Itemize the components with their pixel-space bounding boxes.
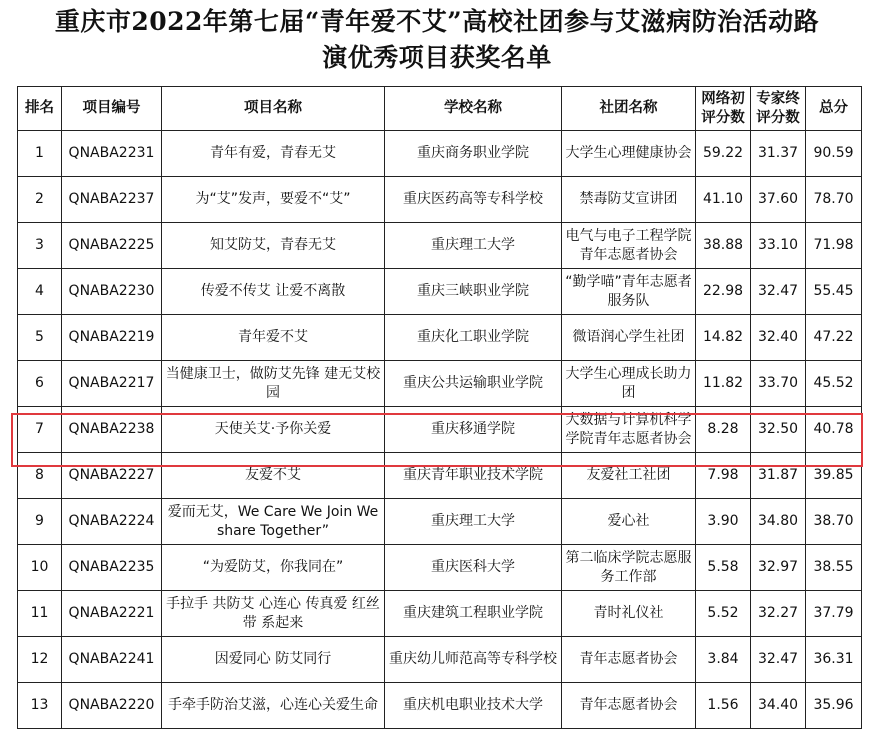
cell-code [62, 683, 162, 729]
cell-name-text: 青年爱不艾 [238, 329, 308, 345]
cell-expert [751, 315, 806, 361]
cell-code [62, 407, 162, 453]
cell-club-text: 大学生心理健康协会 [565, 145, 692, 161]
table-row [18, 315, 862, 361]
cell-total-text: 55.45 [813, 283, 854, 299]
cell-code-text: QNABA2237 [68, 191, 155, 207]
header-online-line2: 评分数 [701, 109, 745, 126]
cell-expert-text: 32.27 [757, 605, 799, 621]
cell-club-text: 青时礼仪社 [593, 605, 664, 621]
cell-total [806, 269, 862, 315]
cell-school-text: 重庆商务职业学院 [417, 145, 529, 161]
cell-expert-text: 34.80 [757, 513, 799, 529]
cell-school-text: 重庆理工大学 [431, 237, 515, 253]
table-row [18, 591, 862, 637]
cell-total [806, 315, 862, 361]
cell-total-text: 40.78 [813, 421, 854, 437]
document-title [0, 4, 874, 76]
cell-name [162, 637, 385, 683]
cell-school [385, 637, 562, 683]
cell-school-text: 重庆公共运输职业学院 [403, 375, 543, 391]
cell-online-text: 3.84 [707, 651, 739, 667]
cell-online [696, 591, 751, 637]
cell-name-text: 当健康卫士，做防艾先锋 建无艾校园 [165, 365, 381, 401]
cell-club-text: 大学生心理成长助力团 [565, 365, 692, 401]
table-header-row [18, 87, 862, 131]
cell-name [162, 223, 385, 269]
cell-total [806, 407, 862, 453]
cell-online [696, 361, 751, 407]
cell-expert [751, 591, 806, 637]
table-row [18, 407, 862, 453]
cell-code-text: QNABA2238 [68, 421, 155, 437]
cell-online-text: 5.58 [707, 559, 739, 575]
cell-online-text: 5.52 [707, 605, 739, 621]
cell-rank [18, 223, 62, 269]
cell-rank [18, 361, 62, 407]
award-table [17, 86, 862, 729]
cell-club [562, 591, 696, 637]
cell-code-text: QNABA2221 [68, 605, 155, 621]
cell-school [385, 131, 562, 177]
cell-online [696, 545, 751, 591]
cell-club-text: 友爱社工社团 [586, 467, 671, 483]
cell-school-text: 重庆建筑工程职业学院 [403, 605, 543, 621]
cell-total-text: 38.70 [813, 513, 854, 529]
cell-name-text: 为“艾”发声，要爱不“艾” [195, 191, 351, 207]
cell-code-text: QNABA2230 [68, 283, 155, 299]
cell-online-text: 14.82 [702, 329, 744, 345]
cell-club [562, 637, 696, 683]
cell-name-text: 青年有爱，青春无艾 [210, 145, 336, 161]
cell-total-text: 37.79 [813, 605, 854, 621]
cell-club-text: “勤学喵”青年志愿者服务队 [565, 273, 692, 309]
cell-club [562, 453, 696, 499]
cell-name-text: 传爱不传艾 让爱不离散 [200, 283, 346, 299]
cell-name [162, 315, 385, 361]
cell-online [696, 315, 751, 361]
cell-total-text: 47.22 [813, 329, 854, 345]
cell-expert-text: 32.47 [757, 651, 799, 667]
cell-school-text: 重庆医科大学 [431, 559, 515, 575]
cell-code [62, 591, 162, 637]
cell-rank-text: 4 [35, 283, 44, 299]
cell-total-text: 39.85 [813, 467, 854, 483]
header-code: 项目编号 [62, 87, 162, 131]
cell-name [162, 453, 385, 499]
cell-school [385, 499, 562, 545]
cell-name [162, 499, 385, 545]
cell-expert [751, 407, 806, 453]
cell-expert [751, 499, 806, 545]
cell-club-text: 爱心社 [607, 513, 650, 529]
cell-school [385, 683, 562, 729]
cell-total-text: 35.96 [813, 697, 854, 713]
cell-expert [751, 545, 806, 591]
cell-school-text: 重庆青年职业技术学院 [403, 467, 543, 483]
table-row [18, 637, 862, 683]
cell-club-text: 禁毒防艾宣讲团 [579, 191, 678, 207]
header-total: 总分 [806, 87, 862, 131]
table-row [18, 361, 862, 407]
cell-school-text: 重庆幼儿师范高等专科学校 [389, 651, 557, 667]
cell-total-text: 38.55 [813, 559, 854, 575]
cell-rank [18, 637, 62, 683]
cell-club [562, 361, 696, 407]
cell-name-text: 因爱同心 防艾同行 [214, 651, 332, 667]
cell-expert [751, 177, 806, 223]
cell-code [62, 545, 162, 591]
cell-club-text: 青年志愿者协会 [579, 697, 678, 713]
cell-expert [751, 131, 806, 177]
cell-code-text: QNABA2231 [68, 145, 155, 161]
cell-club-text: 大数据与计算机科学学院青年志愿者协会 [565, 411, 692, 447]
cell-club-text: 青年志愿者协会 [579, 651, 678, 667]
cell-total [806, 499, 862, 545]
cell-rank-text: 7 [35, 421, 44, 437]
cell-total [806, 131, 862, 177]
cell-expert-text: 32.40 [757, 329, 799, 345]
cell-total-text: 36.31 [813, 651, 854, 667]
table-row [18, 499, 862, 545]
cell-expert [751, 269, 806, 315]
cell-school-text: 重庆三峡职业学院 [417, 283, 529, 299]
cell-name-text: 手牵手防治艾滋，心连心关爱生命 [168, 697, 378, 713]
cell-school-text: 重庆移通学院 [431, 421, 515, 437]
cell-rank [18, 453, 62, 499]
table-row [18, 683, 862, 729]
cell-total [806, 361, 862, 407]
cell-rank-text: 6 [35, 375, 44, 391]
cell-rank [18, 683, 62, 729]
cell-code [62, 223, 162, 269]
cell-total [806, 453, 862, 499]
cell-school [385, 269, 562, 315]
table-row [18, 131, 862, 177]
cell-club-text: 微语润心学生社团 [572, 329, 685, 345]
cell-online-text: 3.90 [707, 513, 739, 529]
cell-expert [751, 637, 806, 683]
cell-online [696, 223, 751, 269]
cell-rank-text: 12 [30, 651, 49, 667]
cell-club [562, 683, 696, 729]
table-body [18, 131, 862, 729]
cell-expert-text: 37.60 [757, 191, 799, 207]
cell-online-text: 1.56 [707, 697, 739, 713]
cell-school [385, 591, 562, 637]
cell-name [162, 545, 385, 591]
cell-expert [751, 223, 806, 269]
cell-school [385, 545, 562, 591]
cell-code-text: QNABA2235 [68, 559, 155, 575]
cell-school-text: 重庆医药高等专科学校 [403, 191, 543, 207]
cell-school [385, 407, 562, 453]
cell-code-text: QNABA2219 [68, 329, 155, 345]
cell-online-text: 59.22 [702, 145, 744, 161]
cell-school [385, 223, 562, 269]
cell-code [62, 131, 162, 177]
cell-club [562, 407, 696, 453]
cell-rank [18, 269, 62, 315]
cell-rank-text: 8 [35, 467, 44, 483]
cell-rank-text: 9 [35, 513, 44, 529]
cell-total [806, 545, 862, 591]
cell-online [696, 177, 751, 223]
cell-online [696, 683, 751, 729]
cell-total [806, 637, 862, 683]
cell-online-text: 8.28 [707, 421, 739, 437]
cell-expert-text: 34.40 [757, 697, 799, 713]
cell-online [696, 407, 751, 453]
cell-club [562, 131, 696, 177]
cell-club [562, 545, 696, 591]
table-row [18, 177, 862, 223]
cell-total [806, 223, 862, 269]
cell-name [162, 177, 385, 223]
table-row [18, 269, 862, 315]
cell-school [385, 453, 562, 499]
header-school: 学校名称 [385, 87, 562, 131]
cell-online-text: 22.98 [702, 283, 744, 299]
cell-code [62, 637, 162, 683]
cell-total-text: 45.52 [813, 375, 854, 391]
cell-code [62, 177, 162, 223]
cell-code [62, 315, 162, 361]
cell-rank-text: 5 [35, 329, 44, 345]
cell-expert [751, 361, 806, 407]
cell-code [62, 499, 162, 545]
cell-rank-text: 2 [35, 191, 44, 207]
cell-name-text: 手拉手 共防艾 心连心 传真爱 红丝带 系起来 [166, 595, 380, 631]
cell-rank-text: 11 [30, 605, 49, 621]
cell-club [562, 315, 696, 361]
cell-code [62, 361, 162, 407]
header-expert-line1: 专家终 [756, 90, 800, 107]
cell-name [162, 269, 385, 315]
cell-school [385, 315, 562, 361]
cell-expert [751, 453, 806, 499]
header-rank: 排名 [18, 87, 62, 131]
title-line-2: 演优秀项目获奖名单 [322, 43, 552, 72]
cell-rank-text: 10 [30, 559, 49, 575]
header-online-line1: 网络初 [701, 90, 745, 107]
cell-expert-text: 31.87 [757, 467, 799, 483]
cell-rank [18, 545, 62, 591]
table-row [18, 223, 862, 269]
cell-code-text: QNABA2227 [68, 467, 155, 483]
cell-expert-text: 32.50 [757, 421, 799, 437]
cell-name-text: 友爱不艾 [245, 467, 301, 483]
cell-online [696, 269, 751, 315]
cell-code-text: QNABA2225 [68, 237, 155, 253]
cell-rank [18, 499, 62, 545]
cell-name [162, 591, 385, 637]
cell-name-text: 天使关艾·予你关爱 [214, 421, 332, 437]
cell-online-text: 38.88 [702, 237, 744, 253]
cell-club [562, 223, 696, 269]
cell-online [696, 131, 751, 177]
cell-club [562, 269, 696, 315]
cell-code-text: QNABA2224 [68, 513, 155, 529]
cell-expert-text: 32.47 [757, 283, 799, 299]
cell-expert-text: 32.97 [757, 559, 799, 575]
cell-club [562, 499, 696, 545]
header-name: 项目名称 [162, 87, 385, 131]
cell-online-text: 11.82 [702, 375, 744, 391]
title-line-1: 重庆市2022年第七届“青年爱不艾”高校社团参与艾滋病防治活动路 [54, 7, 820, 36]
cell-rank [18, 591, 62, 637]
cell-club [562, 177, 696, 223]
cell-online [696, 499, 751, 545]
cell-code-text: QNABA2217 [68, 375, 155, 391]
cell-expert-text: 33.70 [757, 375, 799, 391]
cell-total-text: 90.59 [813, 145, 854, 161]
table-row [18, 545, 862, 591]
cell-school [385, 177, 562, 223]
cell-name-text: 爱而无艾，We Care We Join We share Together” [167, 503, 379, 539]
cell-club-text: 第二临床学院志愿服务工作部 [565, 549, 692, 585]
cell-club-text: 电气与电子工程学院青年志愿者协会 [565, 227, 692, 263]
cell-name [162, 131, 385, 177]
cell-school-text: 重庆机电职业技术大学 [403, 697, 543, 713]
cell-code-text: QNABA2241 [68, 651, 155, 667]
cell-online [696, 637, 751, 683]
header-club: 社团名称 [562, 87, 696, 131]
cell-name [162, 683, 385, 729]
cell-rank-text: 3 [35, 237, 44, 253]
cell-total [806, 683, 862, 729]
cell-rank [18, 407, 62, 453]
cell-code [62, 453, 162, 499]
cell-school [385, 361, 562, 407]
cell-expert [751, 683, 806, 729]
cell-total-text: 71.98 [813, 237, 854, 253]
cell-name [162, 361, 385, 407]
cell-rank [18, 177, 62, 223]
header-expert-score [751, 87, 806, 131]
cell-total [806, 177, 862, 223]
cell-rank-text: 13 [30, 697, 49, 713]
cell-expert-text: 31.37 [757, 145, 799, 161]
header-expert-line2: 评分数 [756, 109, 800, 126]
cell-online [696, 453, 751, 499]
header-online-score [696, 87, 751, 131]
cell-school-text: 重庆化工职业学院 [417, 329, 529, 345]
cell-code-text: QNABA2220 [68, 697, 155, 713]
cell-name-text: 知艾防艾，青春无艾 [210, 237, 336, 253]
cell-code [62, 269, 162, 315]
cell-school-text: 重庆理工大学 [431, 513, 515, 529]
cell-online-text: 7.98 [707, 467, 739, 483]
cell-online-text: 41.10 [702, 191, 744, 207]
cell-rank-text: 1 [35, 145, 44, 161]
cell-rank [18, 315, 62, 361]
cell-expert-text: 33.10 [757, 237, 799, 253]
cell-rank [18, 131, 62, 177]
table-row [18, 453, 862, 499]
cell-name [162, 407, 385, 453]
cell-name-text: “为爱防艾，你我同在” [202, 559, 344, 575]
cell-total [806, 591, 862, 637]
cell-total-text: 78.70 [813, 191, 854, 207]
